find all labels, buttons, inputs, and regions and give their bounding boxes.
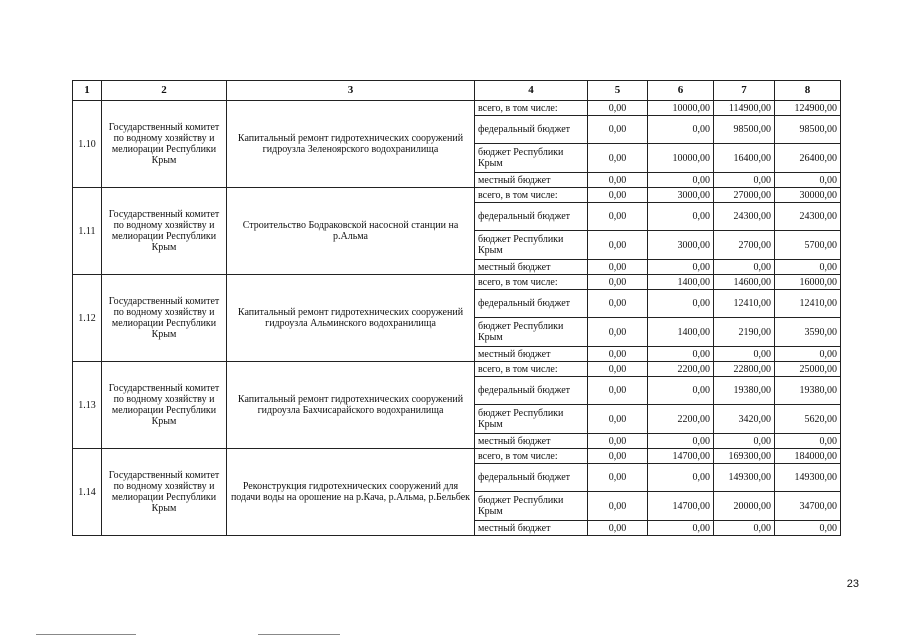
table-row (73, 449, 841, 464)
value-cell: 0,00 (588, 449, 648, 464)
value-cell: 2200,00 (648, 362, 714, 377)
value-cell: 19380,00 (714, 377, 775, 405)
page-number: 23 (846, 578, 859, 590)
value-cell: 10000,00 (648, 101, 714, 116)
executor-cell: Государственный комитет по водному хозяйству и мелиорации Республики Крым (102, 188, 227, 275)
value-cell: 0,00 (588, 101, 648, 116)
value-cell: 30000,00 (775, 188, 841, 203)
funding-source-label: федеральный бюджет (475, 464, 588, 492)
header-cell: 1 (73, 81, 102, 101)
value-cell: 20000,00 (714, 492, 775, 521)
value-cell: 22800,00 (714, 362, 775, 377)
value-cell: 10000,00 (648, 144, 714, 173)
table-row (73, 275, 841, 290)
header-row (73, 81, 841, 101)
measure-name-cell: Капитальный ремонт гидротехнических сооружений гидроузла Зеленоярского водохранилища (227, 101, 475, 188)
value-cell: 0,00 (588, 347, 648, 362)
value-cell: 0,00 (588, 318, 648, 347)
value-cell: 0,00 (714, 260, 775, 275)
value-cell: 0,00 (714, 173, 775, 188)
value-cell: 149300,00 (714, 464, 775, 492)
item-number: 1.12 (73, 275, 102, 362)
funding-source-label: всего, в том числе: (475, 188, 588, 203)
value-cell: 1400,00 (648, 318, 714, 347)
funding-source-label: федеральный бюджет (475, 203, 588, 231)
measure-name-cell: Капитальный ремонт гидротехнических сооружений гидроузла Бахчисарайского водохранилища (227, 362, 475, 449)
table-row (73, 101, 841, 116)
value-cell: 0,00 (648, 434, 714, 449)
value-cell: 0,00 (588, 434, 648, 449)
value-cell: 24300,00 (714, 203, 775, 231)
value-cell: 27000,00 (714, 188, 775, 203)
table-row (73, 362, 841, 377)
value-cell: 24300,00 (775, 203, 841, 231)
executor-cell: Государственный комитет по водному хозяйству и мелиорации Республики Крым (102, 362, 227, 449)
value-cell: 0,00 (588, 275, 648, 290)
value-cell: 0,00 (588, 203, 648, 231)
funding-source-label: бюджет Республики Крым (475, 318, 588, 347)
funding-source-label: всего, в том числе: (475, 449, 588, 464)
value-cell: 0,00 (648, 260, 714, 275)
value-cell: 0,00 (588, 405, 648, 434)
funding-source-label: всего, в том числе: (475, 275, 588, 290)
value-cell: 19380,00 (775, 377, 841, 405)
header-cell: 3 (227, 81, 475, 101)
measure-name-cell: Строительство Бодраковской насосной станции на р.Альма (227, 188, 475, 275)
item-number: 1.13 (73, 362, 102, 449)
table-row (73, 188, 841, 203)
funding-source-label: местный бюджет (475, 521, 588, 536)
value-cell: 0,00 (714, 434, 775, 449)
value-cell: 14700,00 (648, 492, 714, 521)
value-cell: 26400,00 (775, 144, 841, 173)
value-cell: 0,00 (648, 203, 714, 231)
executor-cell: Государственный комитет по водному хозяйству и мелиорации Республики Крым (102, 275, 227, 362)
item-number: 1.14 (73, 449, 102, 536)
funding-source-label: бюджет Республики Крым (475, 492, 588, 521)
funding-source-label: федеральный бюджет (475, 116, 588, 144)
value-cell: 0,00 (588, 144, 648, 173)
value-cell: 34700,00 (775, 492, 841, 521)
value-cell: 16000,00 (775, 275, 841, 290)
value-cell: 14700,00 (648, 449, 714, 464)
funding-source-label: местный бюджет (475, 260, 588, 275)
value-cell: 2200,00 (648, 405, 714, 434)
value-cell: 0,00 (648, 173, 714, 188)
value-cell: 0,00 (588, 377, 648, 405)
header-cell: 5 (588, 81, 648, 101)
budget-table (72, 80, 841, 536)
value-cell: 0,00 (588, 492, 648, 521)
executor-cell: Государственный комитет по водному хозяйству и мелиорации Республики Крым (102, 101, 227, 188)
header-cell: 7 (714, 81, 775, 101)
value-cell: 25000,00 (775, 362, 841, 377)
value-cell: 12410,00 (714, 290, 775, 318)
value-cell: 0,00 (588, 464, 648, 492)
value-cell: 1400,00 (648, 275, 714, 290)
value-cell: 169300,00 (714, 449, 775, 464)
value-cell: 0,00 (648, 377, 714, 405)
value-cell: 0,00 (588, 290, 648, 318)
value-cell: 0,00 (648, 116, 714, 144)
value-cell: 0,00 (588, 173, 648, 188)
item-number: 1.11 (73, 188, 102, 275)
footer-divider (36, 634, 136, 635)
value-cell: 0,00 (588, 231, 648, 260)
value-cell: 0,00 (775, 173, 841, 188)
funding-source-label: местный бюджет (475, 434, 588, 449)
value-cell: 5620,00 (775, 405, 841, 434)
footer-divider (258, 634, 340, 635)
header-cell: 2 (102, 81, 227, 101)
funding-source-label: местный бюджет (475, 173, 588, 188)
header-cell: 6 (648, 81, 714, 101)
value-cell: 0,00 (714, 347, 775, 362)
value-cell: 149300,00 (775, 464, 841, 492)
value-cell: 12410,00 (775, 290, 841, 318)
funding-source-label: всего, в том числе: (475, 101, 588, 116)
value-cell: 0,00 (648, 290, 714, 318)
value-cell: 0,00 (775, 260, 841, 275)
value-cell: 0,00 (714, 521, 775, 536)
item-number: 1.10 (73, 101, 102, 188)
value-cell: 14600,00 (714, 275, 775, 290)
funding-source-label: федеральный бюджет (475, 377, 588, 405)
funding-source-label: бюджет Республики Крым (475, 405, 588, 434)
value-cell: 0,00 (775, 521, 841, 536)
value-cell: 3000,00 (648, 188, 714, 203)
value-cell: 124900,00 (775, 101, 841, 116)
funding-source-label: местный бюджет (475, 347, 588, 362)
value-cell: 5700,00 (775, 231, 841, 260)
measure-name-cell: Реконструкция гидротехнических сооружений для подачи воды на орошение на р.Кача, р.Альма, р.Бельбек (227, 449, 475, 536)
funding-source-label: бюджет Республики Крым (475, 144, 588, 173)
value-cell: 0,00 (648, 347, 714, 362)
value-cell: 0,00 (588, 521, 648, 536)
measure-name-cell: Капитальный ремонт гидротехнических сооружений гидроузла Альминского водохранилища (227, 275, 475, 362)
executor-cell: Государственный комитет по водному хозяйству и мелиорации Республики Крым (102, 449, 227, 536)
value-cell: 0,00 (775, 347, 841, 362)
value-cell: 0,00 (588, 260, 648, 275)
value-cell: 3420,00 (714, 405, 775, 434)
value-cell: 0,00 (588, 188, 648, 203)
funding-source-label: всего, в том числе: (475, 362, 588, 377)
value-cell: 3000,00 (648, 231, 714, 260)
value-cell: 0,00 (588, 362, 648, 377)
value-cell: 0,00 (648, 521, 714, 536)
value-cell: 0,00 (775, 434, 841, 449)
value-cell: 98500,00 (775, 116, 841, 144)
value-cell: 3590,00 (775, 318, 841, 347)
funding-source-label: федеральный бюджет (475, 290, 588, 318)
value-cell: 2700,00 (714, 231, 775, 260)
value-cell: 0,00 (588, 116, 648, 144)
funding-source-label: бюджет Республики Крым (475, 231, 588, 260)
value-cell: 0,00 (648, 464, 714, 492)
header-cell: 8 (775, 81, 841, 101)
header-cell: 4 (475, 81, 588, 101)
value-cell: 16400,00 (714, 144, 775, 173)
value-cell: 98500,00 (714, 116, 775, 144)
value-cell: 114900,00 (714, 101, 775, 116)
value-cell: 184000,00 (775, 449, 841, 464)
value-cell: 2190,00 (714, 318, 775, 347)
